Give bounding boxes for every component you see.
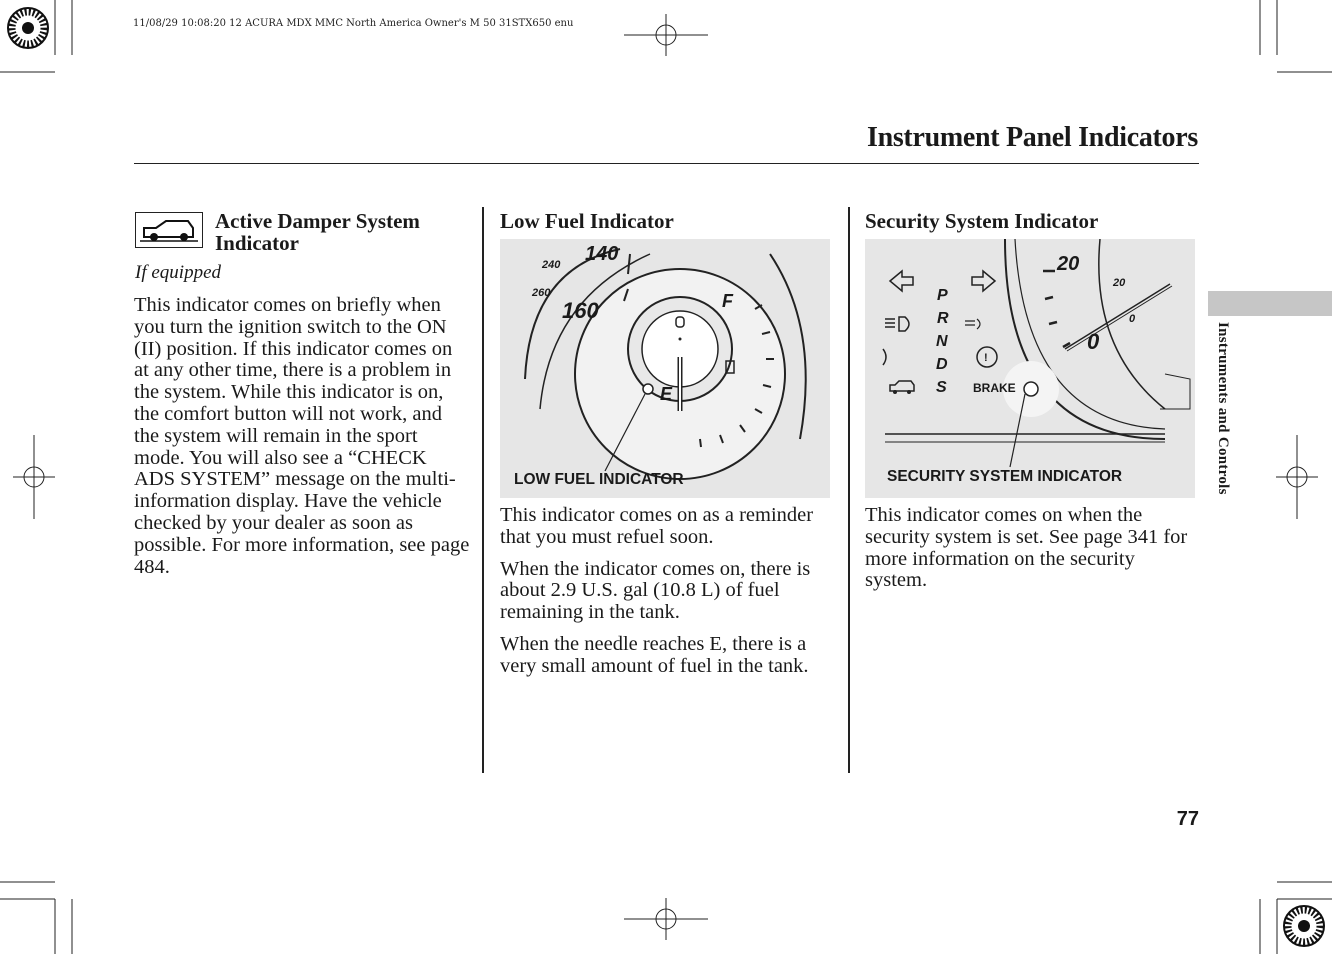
starburst-bottom-right bbox=[1284, 906, 1324, 946]
column-divider-1 bbox=[482, 207, 484, 773]
gear-n: N bbox=[936, 333, 948, 350]
speed-label-160: 160 bbox=[562, 298, 599, 323]
title-rule bbox=[134, 163, 1199, 164]
security-heading: Security System Indicator bbox=[865, 209, 1099, 233]
security-caption: SECURITY SYSTEM INDICATOR bbox=[887, 468, 1123, 485]
active-damper-heading: Active Damper System Indicator bbox=[215, 209, 420, 255]
section-tab bbox=[1208, 291, 1332, 316]
crosshair-left bbox=[13, 435, 55, 519]
low-fuel-caption: LOW FUEL INDICATOR bbox=[514, 471, 684, 488]
speed-label-140: 140 bbox=[585, 243, 619, 265]
security-figure bbox=[865, 239, 1195, 498]
fuel-empty-label: E bbox=[660, 384, 673, 404]
low-fuel-heading: Low Fuel Indicator bbox=[500, 209, 674, 233]
crosshair-right bbox=[1276, 435, 1318, 519]
tach-label-20: 20 bbox=[1057, 253, 1080, 275]
column-divider-2 bbox=[848, 207, 850, 773]
fuel-full-label: F bbox=[722, 291, 733, 311]
svg-text:!: ! bbox=[984, 352, 988, 364]
crosshair-top bbox=[624, 14, 708, 56]
gear-r: R bbox=[937, 310, 949, 327]
starburst-top-left bbox=[8, 8, 48, 48]
brake-label: BRAKE bbox=[973, 381, 1016, 395]
print-info-line: 11/08/29 10:08:20 12 ACURA MDX MMC North America Owner's M 50 31STX650 enu bbox=[133, 18, 574, 29]
page-title: Instrument Panel Indicators bbox=[866, 122, 1198, 153]
page-number: 77 bbox=[1176, 808, 1199, 830]
gear-s: S bbox=[936, 379, 947, 396]
low-fuel-paragraph-2: When the indicator comes on, there is about 2.9 U.S. gal (10.8 L) of fuel remaining in the tank. bbox=[500, 557, 811, 624]
active-damper-body: This indicator comes on briefly when you turn the ignition switch to the ON (II) position. If this indicator comes on at any other time, there is a problem in the system. While this indicator is on, the comfort button will not work, and the system will remain in the sport mode. You will also see a “CHECK ADS SYSTEM” message on the multi-information display. Have the vehicle checked by your dealer as soon as possible. For more information, see page 484. bbox=[134, 294, 470, 578]
tach-label-0: 0 bbox=[1087, 329, 1100, 354]
low-fuel-paragraph-1: This indicator comes on as a reminder that you must refuel soon. bbox=[500, 504, 814, 548]
crosshair-bottom bbox=[624, 898, 708, 940]
section-label bbox=[1213, 322, 1233, 532]
low-fuel-figure bbox=[500, 239, 830, 498]
if-equipped-note: If equipped bbox=[135, 262, 222, 283]
small-label-20: 20 bbox=[1113, 277, 1126, 289]
speed-label-240: 240 bbox=[542, 259, 561, 271]
small-label-0: 0 bbox=[1129, 313, 1136, 325]
low-fuel-paragraph-3: When the needle reaches E, there is a very small amount of fuel in the tank. bbox=[500, 632, 809, 677]
gear-d: D bbox=[936, 356, 948, 373]
section-label-text: Instruments and Controls bbox=[1215, 322, 1231, 495]
speed-label-260: 260 bbox=[532, 287, 551, 299]
gear-p: P bbox=[937, 287, 948, 304]
active-damper-icon bbox=[135, 212, 203, 248]
low-fuel-body bbox=[500, 505, 836, 688]
security-body: This indicator comes on when the security system is set. See page 341 for more information on the security system. bbox=[865, 504, 1188, 592]
